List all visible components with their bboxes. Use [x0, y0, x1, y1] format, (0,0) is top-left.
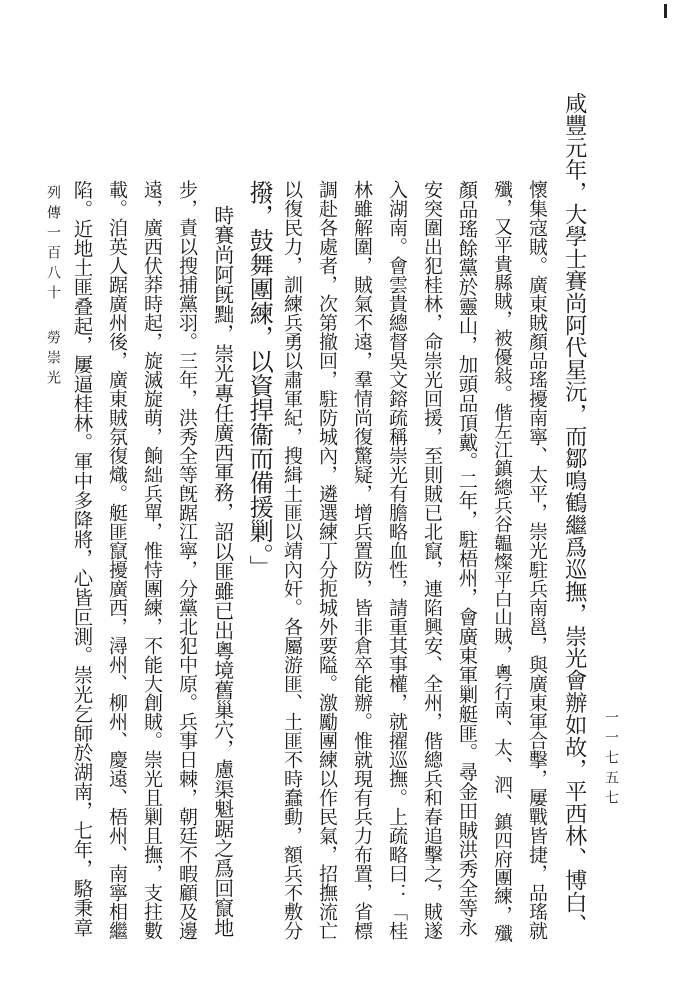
- text-column-1: 咸豐元年，大學士賽尚阿代星沅，而鄒鳴鶴繼爲巡撫，崇光會辦如故，平西林、博白、: [561, 92, 588, 936]
- text-column-15: 陷。近地土匪叠起，屢逼桂林。軍中多降將，心皆叵測。崇光乞師於湖南，七年，駱秉章: [70, 180, 94, 937]
- text-column-9: 以復民力，訓練兵勇以肅軍紀，搜緝土匪以靖內奸。各屬游匪、土匪不時蠢動，額兵不敷分: [281, 180, 303, 940]
- text-column-2: 懷集寇賊。廣東賊顏品瑤擾南寧、太平，崇光駐兵南邕，與廣東軍合擊，屢戰皆捷，品瑤就: [526, 180, 548, 940]
- text-column-4: 顏品瑤餘黨於靈山，加頭品頂戴。二年，駐梧州，會廣東軍剿艇匪。尋金田賊洪秀全等永: [455, 180, 479, 937]
- text-column-5: 安突圍出犯桂林，命崇光回援，至則賊已北竄，連陷興安、全州，偕總兵和春追擊之，賊遂: [421, 180, 443, 940]
- text-column-6: 入湖南。會雲貴總督吳文鎔疏稱崇光有膽略血性，請重其事權，就擢巡撫。上疏略曰：「桂: [386, 180, 408, 940]
- text-column-13: 遠，廣西伏莽時起，旋滅旋萌，餉絀兵單，惟恃團練，不能大創賊。崇光且剿且撫，支拄數: [141, 180, 163, 940]
- text-column-14: 載。洎英人踞廣州後，廣東賊氛復熾。艇匪竄擾廣西，潯州、柳州、慶遠、梧州、南寧相繼: [106, 180, 128, 940]
- text-column-8: 調赴各處者，次第撤回，駐防城內，遴選練丁分扼城外要隘。激勵團練以作民氣，招撫流亡: [316, 180, 338, 940]
- text-column-12: 步，責以搜捕黨羽。三年，洪秀全等旣踞江寧，分黨北犯中原。兵事日棘，朝廷不暇顧及邊: [176, 180, 198, 940]
- text-column-11: 時賽尚阿旣黜，崇光專任廣西軍務，詔以匪雖已出粵境舊巢穴，慮渠魁踞之爲回竄地: [210, 205, 234, 938]
- scan-edge-mark: [664, 4, 667, 18]
- text-column-7: 林雖解圍，賊氣不遠，羣情尚復驚疑，增兵置防，皆非倉卒能辦。惟就現有兵力布置，省標: [351, 180, 373, 940]
- text-column-3: 殲，又平貴縣賊，被優敍。偕左江鎮總兵谷韞燦平白山賊，粵行南、太、泗、鎮四府團練，殲: [491, 180, 513, 943]
- text-column-10: 撥，鼓舞團練，以資捍衞而備援剿。」: [245, 180, 274, 580]
- footer-name: 勞崇光: [45, 330, 61, 390]
- page-number: 一一七五七: [603, 710, 619, 810]
- footer-chapter: 列傳一百八十: [45, 185, 61, 305]
